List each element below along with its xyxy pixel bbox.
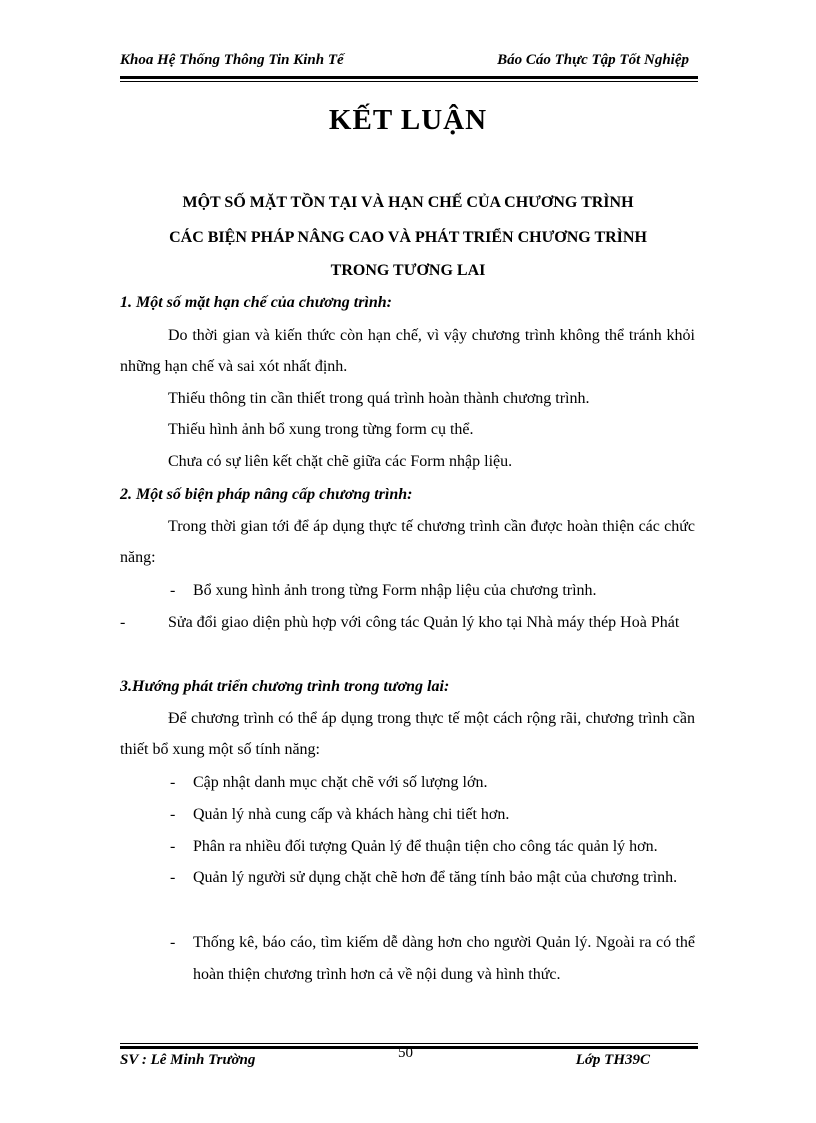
subtitle-line-2: CÁC BIỆN PHÁP NÂNG CAO VÀ PHÁT TRIỂN CHƯƠNG TRÌNH <box>169 229 647 246</box>
footer-class: Lớp TH39C <box>575 1052 650 1068</box>
header-report-title: Báo Cáo Thực Tập Tốt Nghiệp <box>497 52 689 68</box>
section-2-paragraph: Trong thời gian tới để áp dụng thực tế chương trình cần được hoàn thiện các chức năng: <box>120 518 695 566</box>
section-2-item-2-text: Sửa đổi giao diện phù hợp với công tác Quản lý kho tại Nhà máy thép Hoà Phát <box>168 614 680 631</box>
section-1-line-2: Thiếu hình ảnh bổ xung trong từng form cụ thể. <box>168 421 474 438</box>
section-1-heading: 1. Một số mặt hạn chế của chương trình: <box>120 294 392 311</box>
section-2-item-1: Bổ xung hình ảnh trong từng Form nhập liệu của chương trình. <box>193 582 597 599</box>
page-title: KẾT LUẬN <box>328 104 488 136</box>
bullet-dash: - <box>170 838 176 855</box>
section-3-item-2: Quản lý nhà cung cấp và khách hàng chi tiết hơn. <box>193 806 510 823</box>
section-3-item-1: Cập nhật danh mục chặt chẽ với số lượng lớn. <box>193 774 488 791</box>
page-header <box>120 50 695 76</box>
bullet-dash: - <box>170 806 176 823</box>
section-3-item-5: Thống kê, báo cáo, tìm kiếm dễ dàng hơn cho người Quản lý. Ngoài ra có thể hoàn thiện chương trình hơn cả về nội dung và hình thức. <box>193 934 695 983</box>
bullet-dash: - <box>170 582 176 599</box>
section-1-line-1: Thiếu thông tin cần thiết trong quá trình hoàn thành chương trình. <box>168 390 590 407</box>
section-1-line-3: Chưa có sự liên kết chặt chẽ giữa các Form nhập liệu. <box>168 453 513 470</box>
bullet-dash: - <box>120 614 126 631</box>
bullet-dash: - <box>170 774 176 791</box>
subtitle-line-1: MỘT SỐ MẶT TỒN TẠI VÀ HẠN CHẾ CỦA CHƯƠNG TRÌNH <box>182 194 634 211</box>
header-rule-thin <box>120 81 698 82</box>
section-2-heading: 2. Một số biện pháp nâng cấp chương trình: <box>120 486 413 503</box>
section-2-item-2 <box>120 607 695 638</box>
footer-rule-thin <box>120 1043 698 1044</box>
page-number: 50 <box>398 1045 413 1061</box>
header-faculty: Khoa Hệ Thống Thông Tin Kinh Tế <box>120 52 344 68</box>
footer-student: SV : Lê Minh Trường <box>120 1052 256 1068</box>
bullet-dash: - <box>170 869 176 886</box>
section-3-heading: 3.Hướng phát triển chương trình trong tương lai: <box>120 678 450 695</box>
section-3-item-4: Quản lý người sử dụng chặt chẽ hơn để tăng tính bảo mật của chương trình. <box>193 869 678 886</box>
section-3-item-3: Phân ra nhiều đối tượng Quản lý để thuận tiện cho công tác quản lý hơn. <box>193 838 658 855</box>
bullet-dash: - <box>170 934 176 951</box>
section-3-paragraph: Để chương trình có thể áp dụng trong thực tế một cách rộng rãi, chương trình cần thiết bổ xung một số tính năng: <box>120 710 695 758</box>
subtitle-line-3: TRONG TƯƠNG LAI <box>330 262 486 279</box>
header-rule-thick <box>120 76 698 79</box>
section-1-paragraph: Do thời gian và kiến thức còn hạn chế, vì vậy chương trình không thể tránh khỏi những hạn chế và sai xót nhất định. <box>120 327 695 375</box>
page-footer <box>120 1052 698 1076</box>
